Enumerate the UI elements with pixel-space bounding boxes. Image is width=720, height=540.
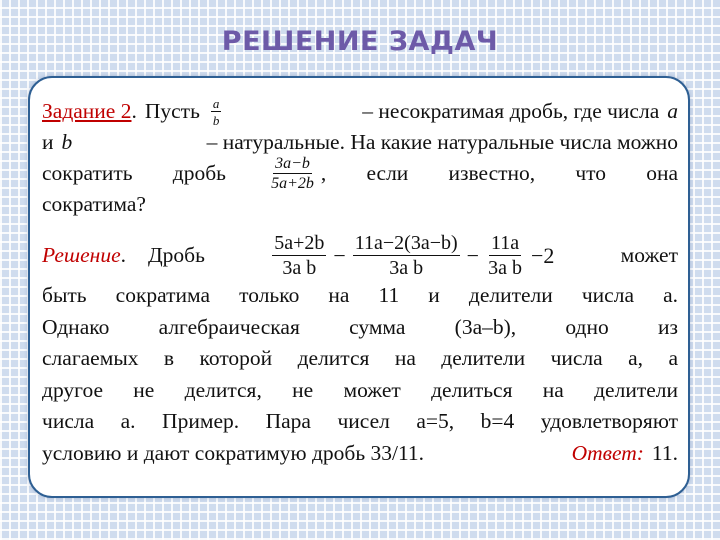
task-comma: ,	[320, 161, 327, 185]
fraction-1	[272, 233, 326, 278]
fraction-numerator: 11a−2(3a−b)	[354, 231, 458, 254]
task-line-4	[42, 189, 678, 220]
task-word: что	[575, 161, 607, 185]
fraction-denominator: 5a+2b	[271, 174, 314, 192]
fraction-numerator: 5a+2b	[274, 231, 325, 254]
task-word: если	[366, 161, 409, 185]
fraction-denominator: 3a b	[488, 256, 522, 279]
fraction-3	[486, 233, 524, 278]
solution-line: быть сократима только на 11 и делители числа a.	[42, 283, 678, 308]
task-word: сократить	[42, 161, 133, 185]
page-title: РЕШЕНИЕ ЗАДАЧ	[221, 26, 499, 57]
task-text: сократима?	[42, 192, 146, 216]
solution-line-1	[42, 230, 678, 280]
variable-b: b	[61, 130, 73, 154]
task-text: – натуральные. На какие натуральные числа можно	[206, 130, 678, 154]
task-text: – несократимая дробь, где числа	[362, 99, 660, 123]
solution-line: Однако алгебраическая сумма (3a–b), одно из	[42, 314, 678, 339]
fraction-a-b	[211, 97, 222, 127]
task-label-dot: .	[131, 99, 137, 123]
solution-label-dot: .	[120, 242, 127, 267]
task-text: и	[42, 130, 54, 154]
task-word: дробь	[172, 161, 226, 185]
fraction-numerator: 3a−b	[275, 154, 310, 172]
minus-sign: −	[466, 242, 480, 268]
solution-label: Решение	[42, 242, 121, 267]
solution-block	[42, 230, 678, 469]
content-card	[28, 76, 690, 498]
fraction-numerator: 11a	[490, 231, 520, 254]
solution-last-line	[42, 438, 678, 470]
minus-sign: −	[333, 242, 346, 268]
fraction-question	[269, 156, 316, 192]
task-line-1	[42, 96, 678, 127]
tail-term: −2	[530, 242, 555, 268]
fraction-denominator: b	[212, 112, 220, 128]
task-block	[42, 96, 678, 220]
fraction-2	[353, 233, 460, 278]
task-word: она	[646, 161, 678, 185]
task-text: Пусть	[144, 99, 200, 123]
solution-line: числа a. Пример. Пара чисел a=5, b=4 удовлетворяют	[42, 409, 678, 434]
answer-value: 11.	[651, 440, 678, 465]
task-line-2	[42, 127, 678, 158]
solution-word: Дробь	[148, 242, 205, 267]
fraction-denominator: 3a b	[282, 256, 317, 279]
fraction-numerator: a	[212, 95, 220, 111]
task-line-3	[42, 154, 678, 192]
task-label: Задание 2	[42, 99, 132, 123]
solution-word: может	[620, 242, 678, 267]
solution-line: слагаемых в которой делится на делители числа a, а	[42, 346, 678, 371]
solution-line: другое не делится, не может делиться на делители	[42, 377, 678, 402]
variable-a: a	[667, 99, 678, 123]
solution-text: условию и дают сократимую дробь 33/11.	[42, 440, 425, 465]
solution-lines	[42, 280, 678, 469]
task-word: известно,	[448, 161, 536, 185]
fraction-denominator: 3a b	[389, 256, 424, 279]
answer-label: Ответ:	[571, 440, 644, 465]
